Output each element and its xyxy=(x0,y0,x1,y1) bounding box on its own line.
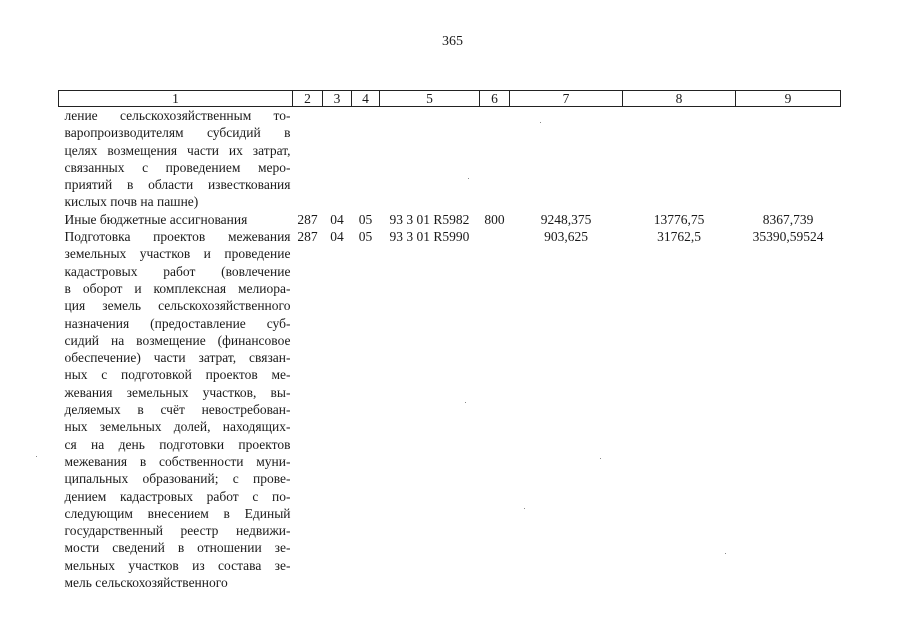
section-code: 04 xyxy=(330,211,344,227)
row-description xyxy=(59,228,293,591)
description-line: ципальных образований; с прове- xyxy=(64,471,291,487)
amount-col-9: 35390,59524 xyxy=(752,229,824,245)
amount-col-8 xyxy=(623,107,736,211)
description-line: назначения (предоставление суб- xyxy=(64,315,291,331)
description-line: межевания в собственности муни- xyxy=(64,453,291,469)
amount-col-8: 31762,5 xyxy=(657,229,701,245)
column-header: 2 xyxy=(293,91,323,107)
column-header: 5 xyxy=(380,91,480,107)
expense-type-code xyxy=(480,107,510,211)
description-line: ся на день подготовки проектов xyxy=(64,436,291,452)
description-line: связанных с проведением меро- xyxy=(64,159,291,175)
section-code: 04 xyxy=(330,229,344,245)
amount-col-7 xyxy=(510,107,623,211)
row-description xyxy=(59,211,293,228)
scan-speck xyxy=(36,456,37,457)
section-code xyxy=(323,107,352,211)
description-line: следующим внесением в Единый xyxy=(64,505,291,521)
scan-speck xyxy=(725,553,726,554)
description-line: дением кадастровых работ с по- xyxy=(64,488,291,504)
page-number: 365 xyxy=(442,34,463,49)
row-description xyxy=(59,107,293,211)
amount-col-7: 903,625 xyxy=(544,229,588,245)
description-line: Подготовка проектов межевания xyxy=(64,229,291,245)
ministry-code xyxy=(293,107,323,211)
description-line: ных с подготовкой проектов ме- xyxy=(64,367,291,383)
description-line: мельных участков из состава зе- xyxy=(64,557,291,573)
amount-col-7: 9248,375 xyxy=(540,211,592,227)
subsection-code xyxy=(352,107,380,211)
table-header-row xyxy=(59,91,841,107)
scan-speck xyxy=(468,178,469,179)
ministry-code: 287 xyxy=(297,229,318,245)
description-line: варопроизводителям субсидий в xyxy=(64,125,291,141)
scan-speck xyxy=(540,122,541,123)
scan-speck xyxy=(524,508,525,509)
description-line: жевания земельных участков, вы- xyxy=(64,384,291,400)
description-line: государственный реестр недвижи- xyxy=(64,523,291,539)
description-line: деляемых в счёт невостребован- xyxy=(64,402,291,418)
description-line: кадастровых работ (вовлечение xyxy=(64,263,291,279)
column-header: 1 xyxy=(59,91,293,107)
column-header: 4 xyxy=(352,91,380,107)
description-line: кислых почв на пашне) xyxy=(64,194,199,210)
amount-col-9: 8367,739 xyxy=(762,211,814,227)
target-article-code: 93 3 01 R5982 xyxy=(389,211,470,227)
description-line: обеспечение) части затрат, связан- xyxy=(64,350,291,366)
column-header: 7 xyxy=(510,91,623,107)
description-line: целях возмещения части их затрат, xyxy=(64,142,291,158)
description-line: приятий в области известкования xyxy=(64,177,291,193)
column-header: 9 xyxy=(736,91,841,107)
description-line: Иные бюджетные ассигнования xyxy=(64,211,248,227)
column-header: 8 xyxy=(623,91,736,107)
description-line: в оборот и комплексная мелиора- xyxy=(64,280,291,296)
description-line: ление сельскохозяйственным то- xyxy=(64,108,291,123)
budget-table xyxy=(58,90,841,591)
target-article-code: 93 3 01 R5990 xyxy=(389,229,470,245)
expense-type-code: 800 xyxy=(484,211,505,227)
description-line: мости сведений в отношении зе- xyxy=(64,540,291,556)
scan-speck xyxy=(465,402,466,403)
column-header: 6 xyxy=(480,91,510,107)
description-line: земельных участков и проведение xyxy=(64,246,291,262)
target-article-code xyxy=(380,107,480,211)
table-row xyxy=(59,107,841,211)
table-row xyxy=(59,228,841,591)
description-line: сидий на возмещение (финансовое xyxy=(64,332,291,348)
scan-speck xyxy=(600,458,601,459)
ministry-code: 287 xyxy=(297,211,318,227)
description-line: ция земель сельскохозяйственного xyxy=(64,298,291,314)
subsection-code: 05 xyxy=(358,211,373,227)
description-line: мель сельскохозяйственного xyxy=(64,575,228,591)
amount-col-9 xyxy=(736,107,841,211)
table-row xyxy=(59,211,841,228)
amount-col-8: 13776,75 xyxy=(653,211,705,227)
description-line: ных земельных долей, находящих- xyxy=(64,419,291,435)
column-header: 3 xyxy=(323,91,352,107)
expense-type-code xyxy=(480,228,510,591)
subsection-code: 05 xyxy=(358,229,373,245)
